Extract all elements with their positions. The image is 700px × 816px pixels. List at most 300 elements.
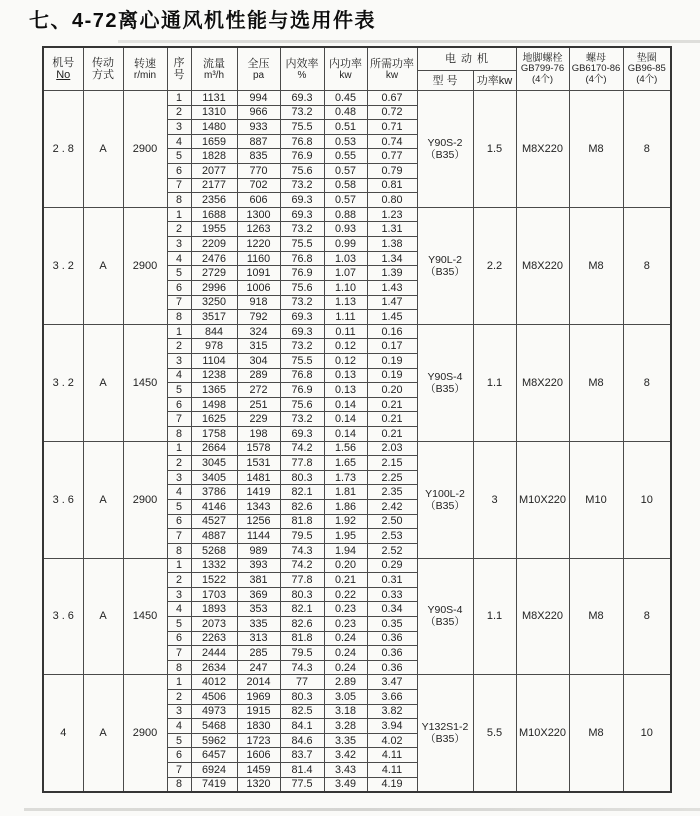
- cell-efficiency: 76.8: [280, 251, 324, 266]
- cell-flow: 2444: [191, 646, 237, 661]
- table-body: [43, 91, 671, 793]
- cell-inner-power: 0.14: [324, 427, 367, 442]
- cell-efficiency: 73.2: [280, 412, 324, 427]
- cell-pressure: 1263: [237, 222, 280, 237]
- cell-flow: 2177: [191, 178, 237, 193]
- cell-drive: A: [83, 558, 123, 675]
- table-row: [43, 91, 671, 106]
- cell-required-power: 1.34: [367, 251, 417, 266]
- cell-efficiency: 73.2: [280, 295, 324, 310]
- cell-efficiency: 74.3: [280, 543, 324, 558]
- cell-pressure: 770: [237, 164, 280, 179]
- cell-seq: 5: [167, 616, 191, 631]
- cell-required-power: 4.02: [367, 733, 417, 748]
- cell-pressure: 285: [237, 646, 280, 661]
- cell-required-power: 1.23: [367, 207, 417, 222]
- cell-seq: 2: [167, 573, 191, 588]
- cell-required-power: 0.19: [367, 353, 417, 368]
- cell-seq: 4: [167, 485, 191, 500]
- cell-flow: 3045: [191, 456, 237, 471]
- cell-washer: 8: [623, 558, 671, 675]
- cell-flow: 2664: [191, 441, 237, 456]
- cell-required-power: 3.66: [367, 689, 417, 704]
- cell-required-power: 2.52: [367, 543, 417, 558]
- cell-inner-power: 0.22: [324, 587, 367, 602]
- cell-machine-no: 2.8: [43, 91, 83, 208]
- cell-efficiency: 82.6: [280, 500, 324, 515]
- cell-required-power: 3.94: [367, 719, 417, 734]
- cell-required-power: 4.11: [367, 763, 417, 778]
- header-motor-group: 电动机: [417, 47, 516, 71]
- header-washer: 垫圈 GB96-85 (4个): [623, 47, 671, 91]
- cell-seq: 4: [167, 251, 191, 266]
- cell-efficiency: 79.5: [280, 529, 324, 544]
- cell-efficiency: 84.6: [280, 733, 324, 748]
- cell-required-power: 1.39: [367, 266, 417, 281]
- cell-pressure: 324: [237, 324, 280, 339]
- cell-flow: 1310: [191, 105, 237, 120]
- cell-seq: 4: [167, 368, 191, 383]
- cell-inner-power: 0.13: [324, 368, 367, 383]
- cell-pressure: 989: [237, 543, 280, 558]
- cell-pressure: 1006: [237, 280, 280, 295]
- cell-required-power: 0.19: [367, 368, 417, 383]
- cell-speed: 2900: [123, 207, 167, 324]
- header-seq: 序 号: [167, 47, 191, 91]
- cell-seq: 6: [167, 631, 191, 646]
- cell-inner-power: 0.14: [324, 412, 367, 427]
- cell-required-power: 1.31: [367, 222, 417, 237]
- cell-nut: M10: [569, 441, 623, 558]
- cell-speed: 1450: [123, 324, 167, 441]
- cell-flow: 3786: [191, 485, 237, 500]
- cell-inner-power: 1.07: [324, 266, 367, 281]
- cell-pressure: 289: [237, 368, 280, 383]
- cell-efficiency: 73.2: [280, 339, 324, 354]
- cell-inner-power: 0.24: [324, 660, 367, 675]
- cell-pressure: 198: [237, 427, 280, 442]
- cell-required-power: 2.15: [367, 456, 417, 471]
- cell-seq: 4: [167, 602, 191, 617]
- cell-flow: 5962: [191, 733, 237, 748]
- cell-washer: 8: [623, 207, 671, 324]
- cell-pressure: 1256: [237, 514, 280, 529]
- cell-pressure: 1915: [237, 704, 280, 719]
- cell-anchor-bolt: M10X220: [516, 441, 569, 558]
- header-motor-power: 功率kw: [473, 71, 516, 91]
- cell-pressure: 1723: [237, 733, 280, 748]
- cell-inner-power: 3.35: [324, 733, 367, 748]
- cell-inner-power: 0.21: [324, 573, 367, 588]
- cell-nut: M8: [569, 675, 623, 792]
- cell-efficiency: 75.5: [280, 353, 324, 368]
- cell-efficiency: 75.5: [280, 120, 324, 135]
- cell-flow: 6924: [191, 763, 237, 778]
- cell-seq: 2: [167, 456, 191, 471]
- cell-efficiency: 69.3: [280, 91, 324, 106]
- cell-seq: 6: [167, 514, 191, 529]
- cell-required-power: 1.38: [367, 237, 417, 252]
- cell-inner-power: 1.94: [324, 543, 367, 558]
- cell-seq: 3: [167, 353, 191, 368]
- cell-flow: 1104: [191, 353, 237, 368]
- cell-inner-power: 0.51: [324, 120, 367, 135]
- scan-artifact-bottom: [24, 808, 700, 811]
- cell-inner-power: 0.23: [324, 602, 367, 617]
- cell-pressure: 313: [237, 631, 280, 646]
- cell-pressure: 1144: [237, 529, 280, 544]
- cell-inner-power: 0.24: [324, 631, 367, 646]
- cell-efficiency: 75.5: [280, 237, 324, 252]
- cell-nut: M8: [569, 91, 623, 208]
- cell-efficiency: 76.9: [280, 383, 324, 398]
- cell-motor-power: 1.1: [473, 324, 516, 441]
- cell-efficiency: 77.8: [280, 456, 324, 471]
- cell-pressure: 1531: [237, 456, 280, 471]
- cell-required-power: 0.72: [367, 105, 417, 120]
- cell-required-power: 0.17: [367, 339, 417, 354]
- cell-inner-power: 1.73: [324, 470, 367, 485]
- cell-efficiency: 69.3: [280, 207, 324, 222]
- cell-flow: 1332: [191, 558, 237, 573]
- cell-required-power: 0.77: [367, 149, 417, 164]
- cell-anchor-bolt: M8X220: [516, 558, 569, 675]
- cell-required-power: 1.45: [367, 310, 417, 325]
- cell-required-power: 2.35: [367, 485, 417, 500]
- cell-seq: 1: [167, 324, 191, 339]
- cell-nut: M8: [569, 558, 623, 675]
- cell-flow: 2263: [191, 631, 237, 646]
- cell-motor-power: 2.2: [473, 207, 516, 324]
- cell-required-power: 0.16: [367, 324, 417, 339]
- cell-motor-model: Y90S-4 （B35）: [417, 558, 473, 675]
- cell-seq: 7: [167, 178, 191, 193]
- table-row: [43, 441, 671, 456]
- cell-flow: 1893: [191, 602, 237, 617]
- cell-pressure: 1606: [237, 748, 280, 763]
- cell-inner-power: 3.42: [324, 748, 367, 763]
- cell-inner-power: 0.45: [324, 91, 367, 106]
- cell-required-power: 0.31: [367, 573, 417, 588]
- cell-pressure: 918: [237, 295, 280, 310]
- cell-pressure: 835: [237, 149, 280, 164]
- cell-anchor-bolt: M8X220: [516, 91, 569, 208]
- cell-efficiency: 84.1: [280, 719, 324, 734]
- cell-seq: 8: [167, 310, 191, 325]
- cell-flow: 1238: [191, 368, 237, 383]
- cell-inner-power: 1.95: [324, 529, 367, 544]
- cell-inner-power: 0.20: [324, 558, 367, 573]
- cell-pressure: 229: [237, 412, 280, 427]
- cell-seq: 7: [167, 295, 191, 310]
- cell-pressure: 393: [237, 558, 280, 573]
- table-row: [43, 324, 671, 339]
- cell-efficiency: 69.3: [280, 310, 324, 325]
- cell-required-power: 0.36: [367, 646, 417, 661]
- cell-inner-power: 0.57: [324, 164, 367, 179]
- table-row: [43, 675, 671, 690]
- cell-flow: 1498: [191, 397, 237, 412]
- cell-inner-power: 3.18: [324, 704, 367, 719]
- cell-inner-power: 0.14: [324, 397, 367, 412]
- cell-speed: 2900: [123, 441, 167, 558]
- cell-motor-model: Y90S-4 （B35）: [417, 324, 473, 441]
- cell-efficiency: 74.3: [280, 660, 324, 675]
- cell-seq: 4: [167, 134, 191, 149]
- cell-inner-power: 1.81: [324, 485, 367, 500]
- cell-required-power: 0.21: [367, 427, 417, 442]
- cell-efficiency: 74.2: [280, 558, 324, 573]
- cell-inner-power: 0.12: [324, 339, 367, 354]
- cell-flow: 1365: [191, 383, 237, 398]
- cell-seq: 3: [167, 120, 191, 135]
- cell-washer: 8: [623, 324, 671, 441]
- cell-machine-no: 3.2: [43, 207, 83, 324]
- cell-flow: 1758: [191, 427, 237, 442]
- cell-flow: 1688: [191, 207, 237, 222]
- cell-efficiency: 69.3: [280, 324, 324, 339]
- cell-required-power: 0.79: [367, 164, 417, 179]
- cell-flow: 1480: [191, 120, 237, 135]
- cell-flow: 3517: [191, 310, 237, 325]
- cell-washer: 10: [623, 675, 671, 792]
- cell-inner-power: 0.99: [324, 237, 367, 252]
- cell-pressure: 1343: [237, 500, 280, 515]
- header-flow: 流量 m³/h: [191, 47, 237, 91]
- cell-efficiency: 79.5: [280, 646, 324, 661]
- cell-seq: 5: [167, 149, 191, 164]
- table-header: [43, 47, 671, 91]
- cell-efficiency: 76.8: [280, 134, 324, 149]
- cell-required-power: 2.42: [367, 500, 417, 515]
- cell-inner-power: 1.11: [324, 310, 367, 325]
- cell-pressure: 1300: [237, 207, 280, 222]
- cell-efficiency: 77.8: [280, 573, 324, 588]
- cell-required-power: 1.43: [367, 280, 417, 295]
- cell-inner-power: 3.05: [324, 689, 367, 704]
- header-pressure: 全压 pa: [237, 47, 280, 91]
- cell-seq: 2: [167, 222, 191, 237]
- page-title: 七、4-72离心通风机性能与选用件表: [29, 10, 377, 32]
- cell-inner-power: 1.86: [324, 500, 367, 515]
- cell-speed: 2900: [123, 91, 167, 208]
- cell-inner-power: 0.23: [324, 616, 367, 631]
- cell-motor-model: Y132S1-2 （B35）: [417, 675, 473, 792]
- cell-motor-power: 1.1: [473, 558, 516, 675]
- cell-required-power: 0.34: [367, 602, 417, 617]
- cell-required-power: 0.21: [367, 412, 417, 427]
- cell-efficiency: 75.6: [280, 397, 324, 412]
- cell-pressure: 887: [237, 134, 280, 149]
- cell-pressure: 272: [237, 383, 280, 398]
- cell-inner-power: 0.57: [324, 193, 367, 208]
- cell-pressure: 994: [237, 91, 280, 106]
- cell-flow: 2476: [191, 251, 237, 266]
- cell-pressure: 369: [237, 587, 280, 602]
- cell-efficiency: 80.3: [280, 689, 324, 704]
- cell-efficiency: 80.3: [280, 587, 324, 602]
- cell-flow: 1955: [191, 222, 237, 237]
- cell-inner-power: 3.49: [324, 777, 367, 792]
- cell-efficiency: 80.3: [280, 470, 324, 485]
- cell-required-power: 0.21: [367, 397, 417, 412]
- cell-inner-power: 0.13: [324, 383, 367, 398]
- cell-inner-power: 1.92: [324, 514, 367, 529]
- cell-pressure: 1578: [237, 441, 280, 456]
- cell-seq: 6: [167, 397, 191, 412]
- cell-drive: A: [83, 441, 123, 558]
- cell-seq: 8: [167, 777, 191, 792]
- cell-motor-model: Y100L-2 （B35）: [417, 441, 473, 558]
- cell-inner-power: 1.03: [324, 251, 367, 266]
- cell-required-power: 0.80: [367, 193, 417, 208]
- cell-inner-power: 0.88: [324, 207, 367, 222]
- header-drive: 传动 方式: [83, 47, 123, 91]
- cell-motor-power: 3: [473, 441, 516, 558]
- cell-required-power: 4.11: [367, 748, 417, 763]
- cell-efficiency: 76.9: [280, 149, 324, 164]
- cell-flow: 1625: [191, 412, 237, 427]
- cell-pressure: 1419: [237, 485, 280, 500]
- cell-pressure: 381: [237, 573, 280, 588]
- cell-required-power: 0.71: [367, 120, 417, 135]
- cell-required-power: 0.36: [367, 660, 417, 675]
- cell-efficiency: 75.6: [280, 280, 324, 295]
- cell-seq: 3: [167, 237, 191, 252]
- cell-efficiency: 77: [280, 675, 324, 690]
- cell-seq: 8: [167, 543, 191, 558]
- cell-pressure: 1481: [237, 470, 280, 485]
- header-speed: 转速 r/min: [123, 47, 167, 91]
- cell-motor-power: 1.5: [473, 91, 516, 208]
- cell-inner-power: 0.48: [324, 105, 367, 120]
- table-row: [43, 207, 671, 222]
- cell-pressure: 1830: [237, 719, 280, 734]
- cell-pressure: 335: [237, 616, 280, 631]
- header-anchor-bolt: 地脚螺栓 GB799-76 (4个): [516, 47, 569, 91]
- cell-efficiency: 81.4: [280, 763, 324, 778]
- cell-inner-power: 0.55: [324, 149, 367, 164]
- cell-required-power: 0.74: [367, 134, 417, 149]
- cell-required-power: 4.19: [367, 777, 417, 792]
- cell-pressure: 606: [237, 193, 280, 208]
- cell-flow: 3405: [191, 470, 237, 485]
- cell-efficiency: 81.8: [280, 514, 324, 529]
- cell-washer: 10: [623, 441, 671, 558]
- cell-seq: 7: [167, 646, 191, 661]
- cell-required-power: 0.29: [367, 558, 417, 573]
- cell-seq: 1: [167, 558, 191, 573]
- cell-pressure: 933: [237, 120, 280, 135]
- cell-seq: 5: [167, 733, 191, 748]
- cell-pressure: 1091: [237, 266, 280, 281]
- cell-flow: 4012: [191, 675, 237, 690]
- cell-pressure: 247: [237, 660, 280, 675]
- cell-required-power: 3.82: [367, 704, 417, 719]
- cell-pressure: 1220: [237, 237, 280, 252]
- cell-seq: 2: [167, 689, 191, 704]
- cell-efficiency: 82.5: [280, 704, 324, 719]
- cell-flow: 4527: [191, 514, 237, 529]
- cell-inner-power: 0.93: [324, 222, 367, 237]
- cell-efficiency: 82.1: [280, 485, 324, 500]
- cell-motor-model: Y90L-2 （B35）: [417, 207, 473, 324]
- fan-performance-table: [42, 46, 672, 793]
- cell-flow: 4506: [191, 689, 237, 704]
- cell-seq: 1: [167, 91, 191, 106]
- cell-flow: 2209: [191, 237, 237, 252]
- cell-seq: 4: [167, 719, 191, 734]
- cell-nut: M8: [569, 324, 623, 441]
- cell-efficiency: 75.6: [280, 164, 324, 179]
- cell-pressure: 1320: [237, 777, 280, 792]
- cell-anchor-bolt: M8X220: [516, 324, 569, 441]
- cell-flow: 844: [191, 324, 237, 339]
- cell-seq: 7: [167, 529, 191, 544]
- cell-efficiency: 73.2: [280, 222, 324, 237]
- cell-motor-model: Y90S-2 （B35）: [417, 91, 473, 208]
- cell-inner-power: 2.89: [324, 675, 367, 690]
- cell-inner-power: 3.43: [324, 763, 367, 778]
- cell-flow: 4887: [191, 529, 237, 544]
- cell-flow: 1703: [191, 587, 237, 602]
- cell-seq: 2: [167, 105, 191, 120]
- cell-seq: 6: [167, 748, 191, 763]
- cell-pressure: 702: [237, 178, 280, 193]
- cell-required-power: 3.47: [367, 675, 417, 690]
- cell-machine-no: 3.6: [43, 441, 83, 558]
- cell-inner-power: 1.10: [324, 280, 367, 295]
- cell-speed: 2900: [123, 675, 167, 792]
- cell-anchor-bolt: M8X220: [516, 207, 569, 324]
- cell-flow: 2996: [191, 280, 237, 295]
- cell-required-power: 2.50: [367, 514, 417, 529]
- cell-pressure: 1459: [237, 763, 280, 778]
- cell-efficiency: 76.9: [280, 266, 324, 281]
- cell-anchor-bolt: M10X220: [516, 675, 569, 792]
- cell-machine-no: 3.2: [43, 324, 83, 441]
- cell-flow: 2356: [191, 193, 237, 208]
- cell-flow: 5468: [191, 719, 237, 734]
- cell-efficiency: 82.6: [280, 616, 324, 631]
- cell-seq: 2: [167, 339, 191, 354]
- cell-efficiency: 73.2: [280, 105, 324, 120]
- cell-flow: 2073: [191, 616, 237, 631]
- cell-drive: A: [83, 324, 123, 441]
- cell-inner-power: 0.58: [324, 178, 367, 193]
- cell-flow: 2729: [191, 266, 237, 281]
- cell-flow: 1659: [191, 134, 237, 149]
- cell-inner-power: 1.56: [324, 441, 367, 456]
- cell-drive: A: [83, 91, 123, 208]
- cell-pressure: 315: [237, 339, 280, 354]
- cell-efficiency: 81.8: [280, 631, 324, 646]
- cell-seq: 1: [167, 675, 191, 690]
- cell-seq: 8: [167, 193, 191, 208]
- cell-seq: 5: [167, 500, 191, 515]
- cell-seq: 7: [167, 763, 191, 778]
- cell-flow: 978: [191, 339, 237, 354]
- cell-flow: 1522: [191, 573, 237, 588]
- cell-flow: 4146: [191, 500, 237, 515]
- cell-efficiency: 83.7: [280, 748, 324, 763]
- cell-required-power: 2.53: [367, 529, 417, 544]
- cell-seq: 1: [167, 207, 191, 222]
- cell-efficiency: 76.8: [280, 368, 324, 383]
- cell-seq: 6: [167, 280, 191, 295]
- cell-pressure: 966: [237, 105, 280, 120]
- cell-seq: 8: [167, 427, 191, 442]
